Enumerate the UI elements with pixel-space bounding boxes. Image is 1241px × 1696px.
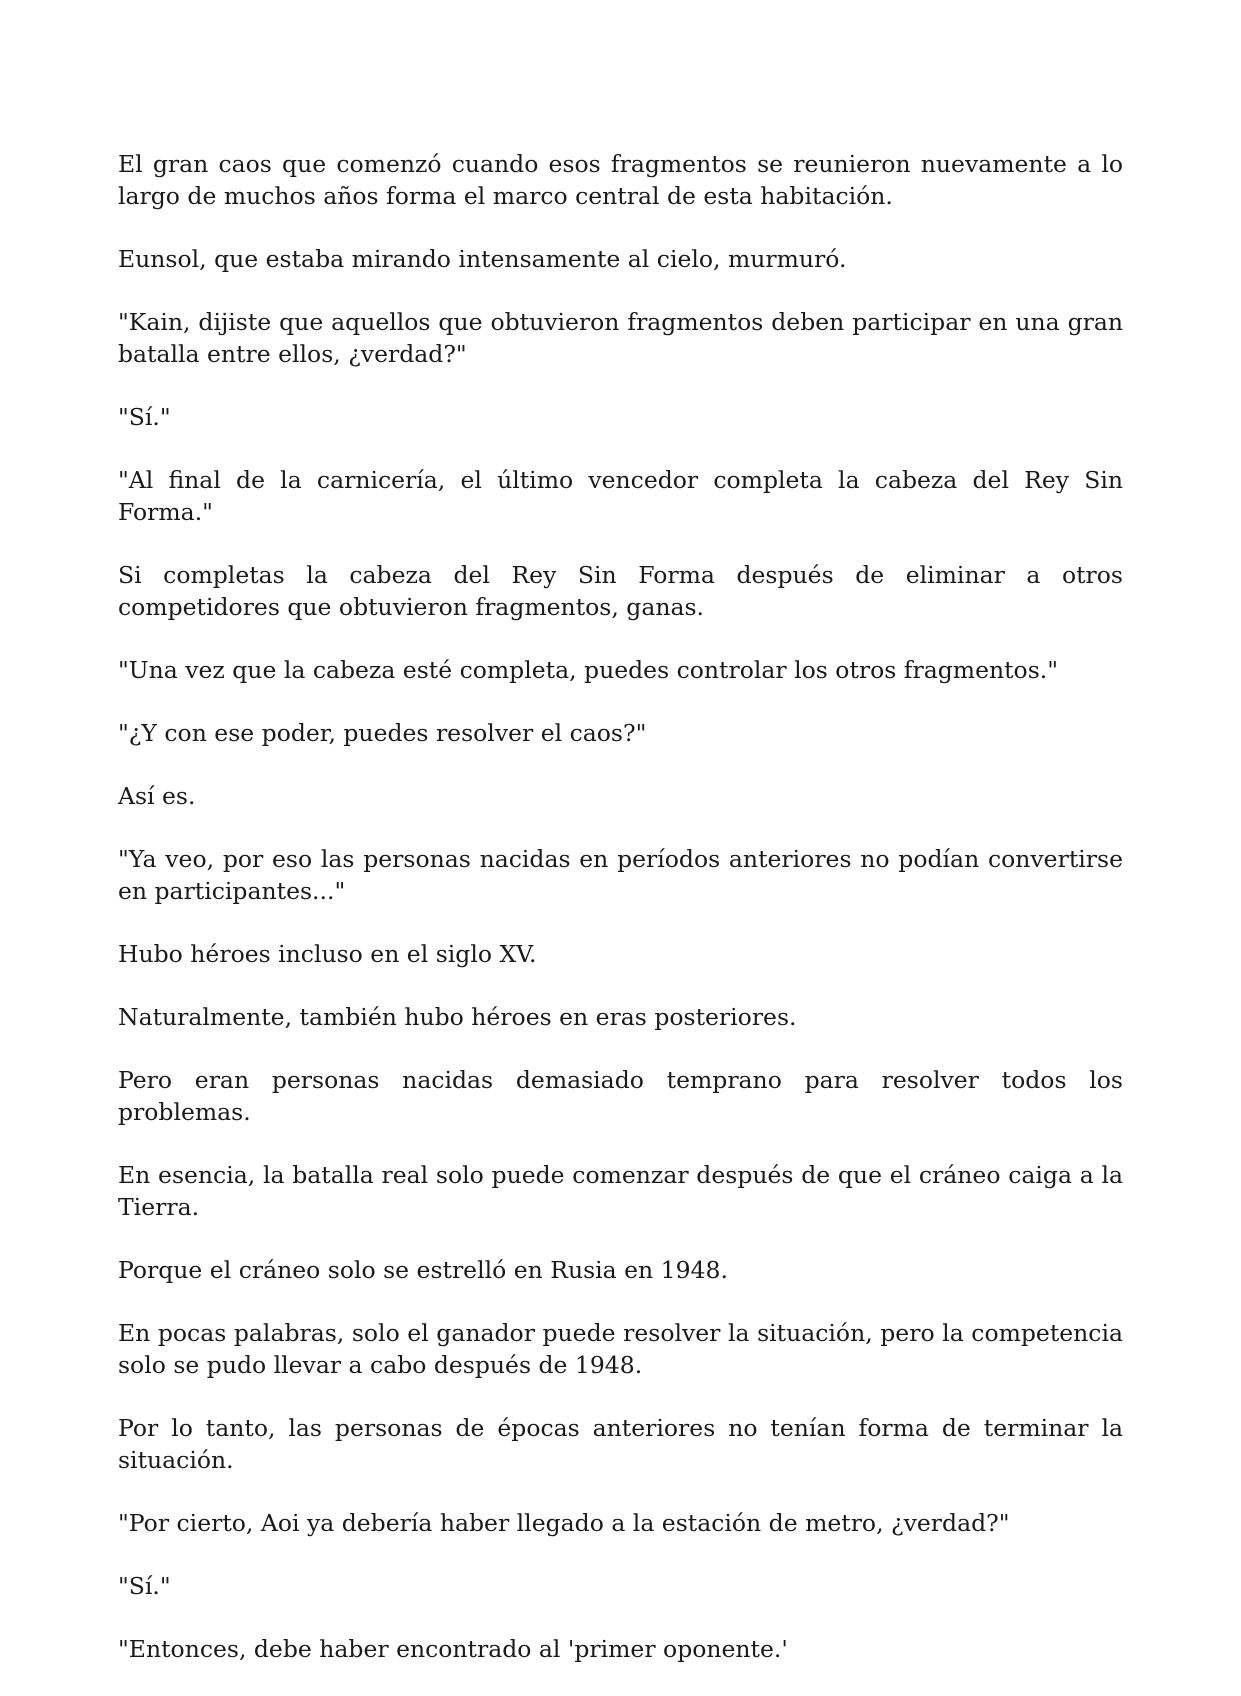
paragraph: Naturalmente, también hubo héroes en eras posteriores. (118, 1003, 797, 1031)
paragraph: El gran caos que comenzó cuando esos fragmentos se reunieron nuevamente a lo largo de muchos años forma el marco central de esta habitación. (118, 150, 1123, 210)
paragraph: Así es. (118, 782, 196, 810)
paragraph: "Entonces, debe haber encontrado al 'primer oponente.' (118, 1635, 788, 1663)
paragraph: "Por cierto, Aoi ya debería haber llegado a la estación de metro, ¿verdad?" (118, 1509, 1010, 1537)
paragraph: En pocas palabras, solo el ganador puede resolver la situación, pero la competencia solo se pudo llevar a cabo después de 1948. (118, 1319, 1123, 1379)
paragraph: "¿Y con ese poder, puedes resolver el caos?" (118, 719, 647, 747)
paragraph: Pero eran personas nacidas demasiado temprano para resolver todos los problemas. (118, 1066, 1123, 1126)
paragraph: "Ya veo, por eso las personas nacidas en períodos anteriores no podían convertirse en participantes..." (118, 845, 1123, 905)
paragraph: "Al final de la carnicería, el último vencedor completa la cabeza del Rey Sin Forma." (118, 466, 1123, 526)
paragraph: En esencia, la batalla real solo puede comenzar después de que el cráneo caiga a la Tierra. (118, 1161, 1123, 1221)
paragraph: Hubo héroes incluso en el siglo XV. (118, 940, 537, 968)
paragraph: Por lo tanto, las personas de épocas anteriores no tenían forma de terminar la situación. (118, 1414, 1123, 1474)
paragraph: "Sí." (118, 403, 171, 431)
paragraph: "Kain, dijiste que aquellos que obtuvieron fragmentos deben participar en una gran batalla entre ellos, ¿verdad?" (118, 308, 1123, 368)
paragraph: Eunsol, que estaba mirando intensamente al cielo, murmuró. (118, 245, 847, 273)
paragraph: Porque el cráneo solo se estrelló en Rusia en 1948. (118, 1256, 728, 1284)
document-body (118, 148, 1123, 1696)
paragraph: Si completas la cabeza del Rey Sin Forma después de eliminar a otros competidores que obtuvieron fragmentos, ganas. (118, 561, 1123, 621)
paragraph: "Sí." (118, 1572, 171, 1600)
paragraph: "Una vez que la cabeza esté completa, puedes controlar los otros fragmentos." (118, 656, 1059, 684)
